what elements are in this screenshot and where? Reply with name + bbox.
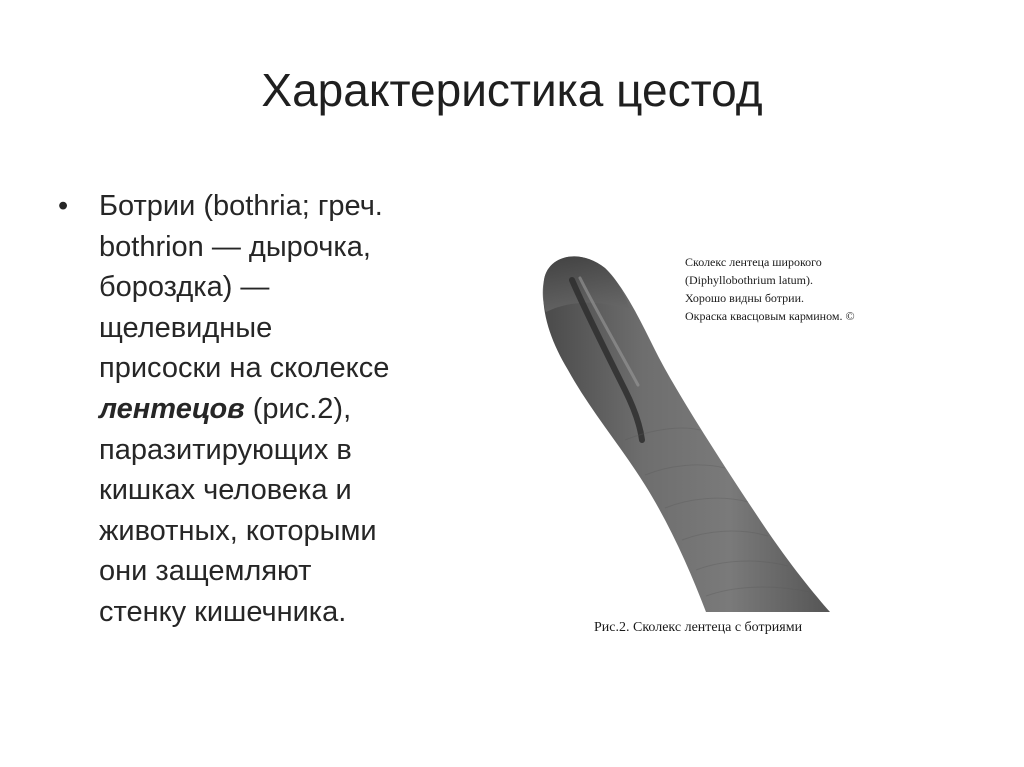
text-fragment: (рис.2), xyxy=(244,392,352,425)
description-line: Сколекс лентеца широкого xyxy=(685,255,822,269)
text-line: присоски на сколексе xyxy=(99,352,390,385)
text-line: животных, которыми xyxy=(99,514,377,547)
text-line: bothrion — дырочка, xyxy=(99,230,371,263)
figure-description xyxy=(685,253,855,325)
bold-term: лентецов xyxy=(99,392,245,425)
text-line: они защемляют xyxy=(99,555,312,588)
scolex-figure xyxy=(530,240,900,640)
text-line: паразитирующих в xyxy=(99,433,352,466)
text-line: Ботрии (bothria; греч. xyxy=(99,190,383,222)
bullet-marker: • xyxy=(58,190,69,222)
text-line: кишках человека и xyxy=(99,474,352,507)
text-line: бороздка) — xyxy=(99,271,270,304)
description-line: Хорошо видны ботрии. xyxy=(685,291,805,305)
text-line: щелевидные xyxy=(99,311,273,344)
figure-caption: Рис.2. Сколекс лентеца с ботриями xyxy=(594,620,803,635)
description-line: (Diphyllobothrium latum). xyxy=(685,273,813,287)
text-line: стенку кишечника. xyxy=(99,595,347,628)
bullet-text xyxy=(99,186,474,633)
text-line-bold xyxy=(99,389,474,430)
description-line: Окраска квасцовым кармином. © xyxy=(685,309,855,323)
slide-title: Характеристика цестод xyxy=(261,64,763,116)
